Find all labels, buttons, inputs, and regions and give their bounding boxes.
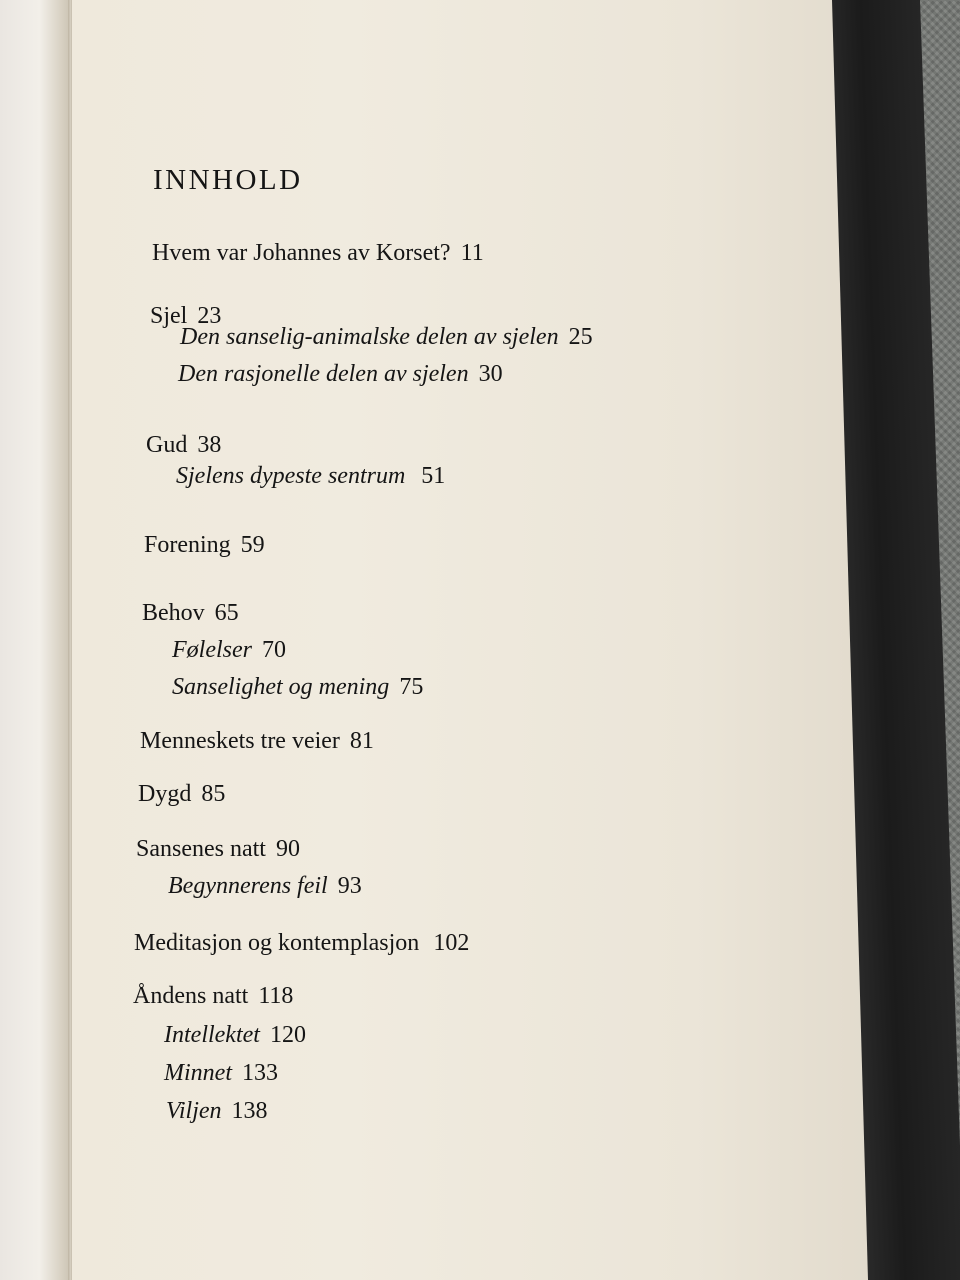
- toc-entry: [133, 983, 293, 1010]
- toc-entry-page: 59: [240, 532, 265, 558]
- toc-entry: [136, 836, 300, 863]
- toc-subentry-page: 70: [261, 637, 286, 663]
- toc-entry-title: Forening: [144, 532, 231, 558]
- toc-subentry: [172, 637, 286, 664]
- toc-subentry-page: 133: [241, 1060, 278, 1086]
- toc-entry: [140, 728, 374, 755]
- toc-entry-page: 85: [201, 781, 226, 807]
- toc-subentry-title: Minnet: [164, 1060, 232, 1086]
- toc-subentry-page: 75: [399, 674, 424, 700]
- toc-subentry-title: Begynnerens feil: [168, 873, 328, 899]
- toc-entry-page: 23: [197, 303, 222, 329]
- toc-subentry: [178, 361, 503, 388]
- toc-subentry-page: 25: [568, 324, 593, 350]
- toc-entry-title: Gud: [146, 432, 188, 458]
- toc-subentry-title: Sjelens dypeste sentrum: [176, 463, 406, 489]
- toc-entry-page: 118: [258, 983, 294, 1009]
- toc-entry: [142, 600, 239, 627]
- toc-entry-title: Åndens natt: [133, 983, 249, 1009]
- toc-entry: [144, 532, 265, 559]
- toc-subentry-title: Den sanselig-animalske delen av sjelen: [180, 324, 559, 350]
- toc-subentry: [164, 1060, 278, 1087]
- toc-subentry: [164, 1022, 306, 1049]
- toc-subentry-title: Viljen: [166, 1098, 222, 1124]
- toc-subentry: [168, 873, 362, 900]
- toc-entry: [152, 240, 484, 267]
- toc-entry: [146, 432, 221, 459]
- toc-subentry-page: 138: [231, 1098, 268, 1124]
- toc-entry: [138, 781, 225, 808]
- toc-subentry-title: Følelser: [172, 637, 252, 663]
- toc-subentry: [166, 1098, 268, 1125]
- toc-entry: [134, 930, 469, 957]
- toc-entry-page: 38: [197, 432, 222, 458]
- toc-entry-page: 90: [275, 836, 300, 862]
- toc-entry-page: 81: [349, 728, 374, 754]
- toc-entry-title: Sjel: [150, 303, 188, 329]
- toc-subentry-page: 51: [421, 463, 446, 489]
- toc-subentry-page: 30: [478, 361, 503, 387]
- toc-entry-title: Hvem var Johannes av Korset?: [152, 240, 451, 266]
- toc-subentry: [172, 674, 423, 701]
- toc-subentry-title: Intellektet: [164, 1022, 260, 1048]
- toc-entry-page: 11: [460, 240, 484, 266]
- toc-subentry-page: 93: [337, 873, 362, 899]
- toc-entry-page: 65: [214, 600, 239, 626]
- toc-entry-title: Sansenes natt: [136, 836, 266, 862]
- toc-entry-page: 102: [433, 930, 470, 956]
- toc-entry-title: Menneskets tre veier: [140, 728, 340, 754]
- toc-entry-title: Meditasjon og kontemplasjon: [134, 930, 420, 956]
- toc-entry-title: Dygd: [138, 781, 192, 807]
- toc-subentry-title: Sanselighet og mening: [172, 674, 390, 700]
- toc-subentry-page: 120: [269, 1022, 306, 1048]
- toc-subentry: [180, 324, 593, 351]
- toc-subentry-title: Den rasjonelle delen av sjelen: [178, 361, 469, 387]
- toc-heading: INNHOLD: [153, 164, 303, 196]
- toc-subentry: [176, 463, 445, 490]
- toc-entry-title: Behov: [142, 600, 205, 626]
